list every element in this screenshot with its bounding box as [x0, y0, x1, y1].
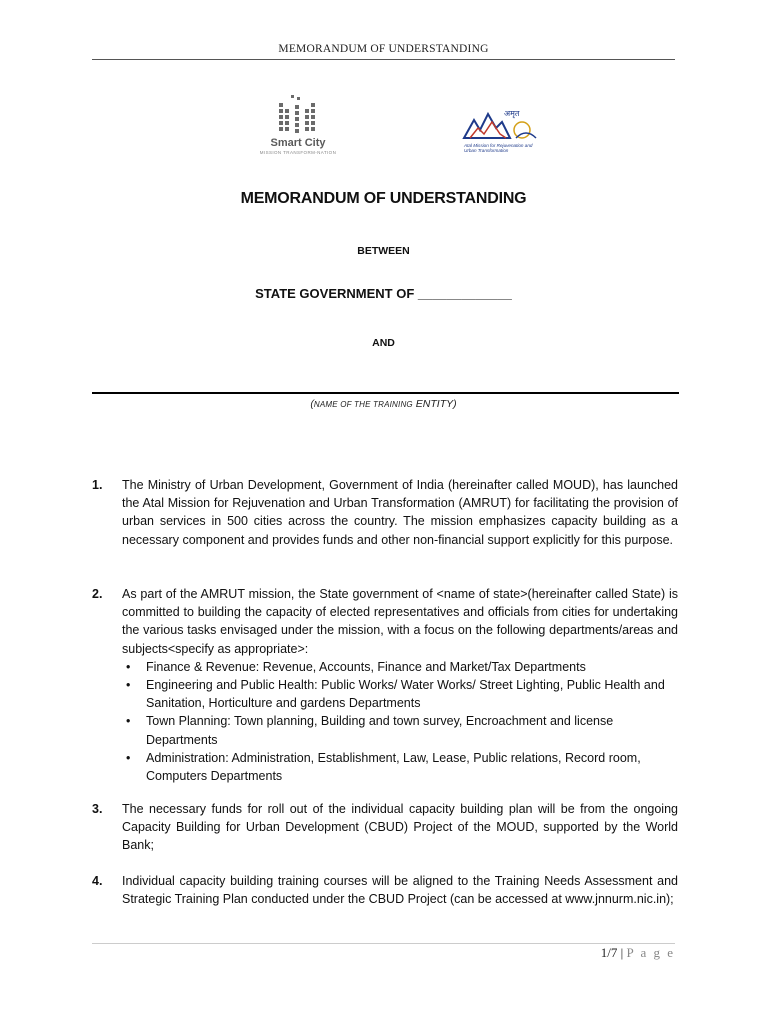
bullet-icon: • [126, 714, 131, 729]
amrut-logo-hindi: अमृत [504, 109, 520, 118]
clause-number: 4. [92, 874, 103, 888]
list-item-text: Engineering and Public Health: Public Works/ Water Works/ Street Lighting, Public Health and Sanitation, Horticulture and gardens Departments [146, 678, 665, 711]
bullet-icon: • [126, 659, 131, 674]
and-label: AND [372, 337, 395, 349]
list-item-text: Finance & Revenue: Revenue, Accounts, Finance and Market/Tax Departments [146, 659, 586, 674]
page-separator: | [620, 945, 624, 960]
clause-number: 1. [92, 478, 103, 492]
clause-3 [92, 800, 678, 855]
list-item-text: Town Planning: Town planning, Building and town survey, Encroachment and license Departments [146, 714, 614, 747]
smart-city-logo-name: Smart City [270, 137, 326, 149]
entity-label [92, 398, 675, 410]
amrut-emblem-icon [456, 108, 544, 144]
department-list [122, 658, 678, 785]
smart-city-emblem-icon [277, 95, 319, 135]
clause-number: 3. [92, 802, 103, 816]
clause-4 [92, 872, 678, 908]
state-government-line: STATE GOVERNMENT OF _____________ [255, 286, 512, 301]
bullet-icon: • [126, 750, 131, 765]
smart-city-logo-tagline: MISSION TRANSFORM-NATION [259, 150, 337, 155]
clause-text: As part of the AMRUT mission, the State government of <name of state>(hereinafter called State) is committed to building the capacity of elected representatives and officials from cities for undertaking the various tasks envisaged under the mission, with a focus on the following departments/areas and subjects<specify as appropriate>: [122, 587, 678, 656]
smart-city-logo [258, 95, 338, 159]
footer-rule [92, 943, 675, 944]
page-number [601, 945, 675, 961]
list-item [122, 749, 678, 785]
document-title: MEMORANDUM OF UNDERSTANDING [240, 190, 527, 207]
page-word: P a g e [626, 945, 675, 960]
amrut-logo-caption: Atal Mission for Rejuvenation and Urban Transformation [464, 143, 533, 154]
entity-label-rest: ENTITY) [412, 398, 457, 410]
between-label: BETWEEN [357, 245, 410, 257]
clause-number: 2. [92, 587, 103, 601]
entity-label-small-caps: NAME OF THE TRAINING [313, 400, 413, 409]
clause-2 [92, 585, 678, 785]
running-header: MEMORANDUM OF UNDERSTANDING [278, 43, 489, 55]
header-rule [92, 59, 675, 60]
entity-label-open: ( [310, 398, 314, 410]
list-item-text: Administration: Administration, Establishment, Law, Lease, Public relations, Record room, Computers Departments [146, 750, 641, 784]
clause-text: Individual capacity building training courses will be aligned to the Training Needs Assessment and Strategic Training Plan conducted under the CBUD Project (can be accessed at www.jnnurm.nic.in); [122, 874, 678, 907]
clause-text: The necessary funds for roll out of the individual capacity building plan will be from the ongoing Capacity Building for Urban Development (CBUD) Project of the MOUD, supported by the World Bank; [122, 802, 678, 853]
list-item [122, 676, 678, 712]
list-item [122, 712, 678, 748]
amrut-logo [456, 108, 544, 160]
clause-text: The Ministry of Urban Development, Government of India (hereinafter called MOUD), has launched the Atal Mission for Rejuvenation and Urban Transformation (AMRUT) for facilitating the provision of urban services in 500 cities across the country. The mission emphasizes capacity building as a necessary component and provides funds and other non-financial support explicitly for this purpose. [122, 478, 678, 547]
list-item [122, 658, 678, 676]
clause-1 [92, 476, 678, 549]
page-count: 1/7 [600, 945, 618, 960]
entity-name-blank-line [92, 392, 679, 394]
bullet-icon: • [126, 678, 131, 693]
